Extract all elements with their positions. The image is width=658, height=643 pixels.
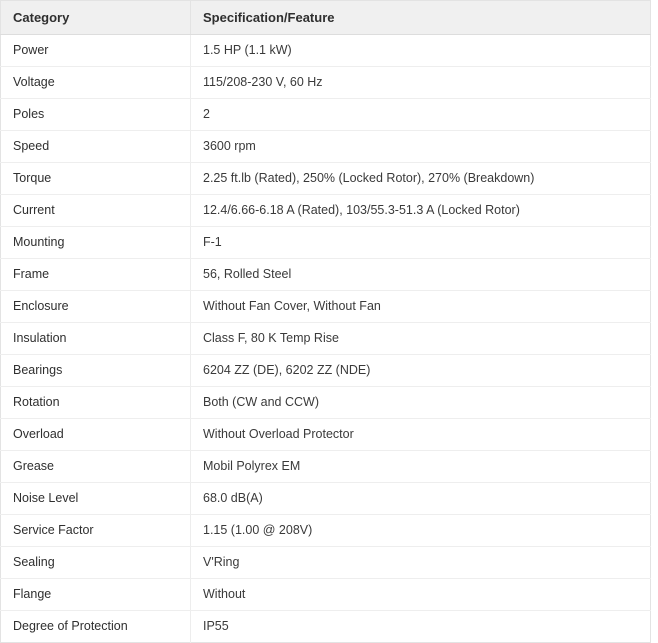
- column-header-category: Category: [1, 1, 191, 35]
- cell-category: Insulation: [1, 323, 191, 355]
- cell-category: Flange: [1, 579, 191, 611]
- table-row: [1, 195, 651, 227]
- cell-category: Mounting: [1, 227, 191, 259]
- table-row: [1, 99, 651, 131]
- table-row: [1, 259, 651, 291]
- cell-category: Noise Level: [1, 483, 191, 515]
- table-row: [1, 547, 651, 579]
- table-row: [1, 291, 651, 323]
- table-row: [1, 419, 651, 451]
- cell-specification: V'Ring: [191, 547, 651, 579]
- table-row: [1, 227, 651, 259]
- cell-category: Grease: [1, 451, 191, 483]
- cell-specification: Mobil Polyrex EM: [191, 451, 651, 483]
- table-header: [1, 1, 651, 35]
- cell-category: Bearings: [1, 355, 191, 387]
- cell-category: Poles: [1, 99, 191, 131]
- table-row: [1, 35, 651, 67]
- table-row: [1, 483, 651, 515]
- cell-category: Service Factor: [1, 515, 191, 547]
- table-row: [1, 131, 651, 163]
- cell-category: Rotation: [1, 387, 191, 419]
- table-header-row: [1, 1, 651, 35]
- cell-specification: Without Fan Cover, Without Fan: [191, 291, 651, 323]
- cell-specification: 56, Rolled Steel: [191, 259, 651, 291]
- cell-specification: 2: [191, 99, 651, 131]
- cell-specification: Both (CW and CCW): [191, 387, 651, 419]
- cell-specification: Without Overload Protector: [191, 419, 651, 451]
- table-row: [1, 323, 651, 355]
- cell-category: Torque: [1, 163, 191, 195]
- cell-specification: 115/208-230 V, 60 Hz: [191, 67, 651, 99]
- table-row: [1, 579, 651, 611]
- cell-category: Power: [1, 35, 191, 67]
- cell-specification: 2.25 ft.lb (Rated), 250% (Locked Rotor), 270% (Breakdown): [191, 163, 651, 195]
- cell-specification: 68.0 dB(A): [191, 483, 651, 515]
- table-row: [1, 387, 651, 419]
- column-header-specification: Specification/Feature: [191, 1, 651, 35]
- cell-specification: Without: [191, 579, 651, 611]
- cell-category: Enclosure: [1, 291, 191, 323]
- table-row: [1, 163, 651, 195]
- table-row: [1, 67, 651, 99]
- cell-specification: 12.4/6.66-6.18 A (Rated), 103/55.3-51.3 A (Locked Rotor): [191, 195, 651, 227]
- cell-category: Speed: [1, 131, 191, 163]
- cell-category: Current: [1, 195, 191, 227]
- cell-category: Sealing: [1, 547, 191, 579]
- cell-category: Frame: [1, 259, 191, 291]
- cell-specification: 1.15 (1.00 @ 208V): [191, 515, 651, 547]
- cell-specification: 3600 rpm: [191, 131, 651, 163]
- cell-specification: IP55: [203, 619, 229, 633]
- cell-category: Voltage: [1, 67, 191, 99]
- cell-category: Degree of Protection: [1, 611, 191, 643]
- cell-specification: 6204 ZZ (DE), 6202 ZZ (NDE): [191, 355, 651, 387]
- table-row: [1, 515, 651, 547]
- cell-specification: Class F, 80 K Temp Rise: [191, 323, 651, 355]
- cell-specification: F-1: [191, 227, 651, 259]
- table-row: [1, 355, 651, 387]
- cell-specification: 1.5 HP (1.1 kW): [191, 35, 651, 67]
- table-row: [1, 611, 651, 643]
- table-row: [1, 451, 651, 483]
- table-body: [1, 35, 651, 643]
- cell-category: Overload: [1, 419, 191, 451]
